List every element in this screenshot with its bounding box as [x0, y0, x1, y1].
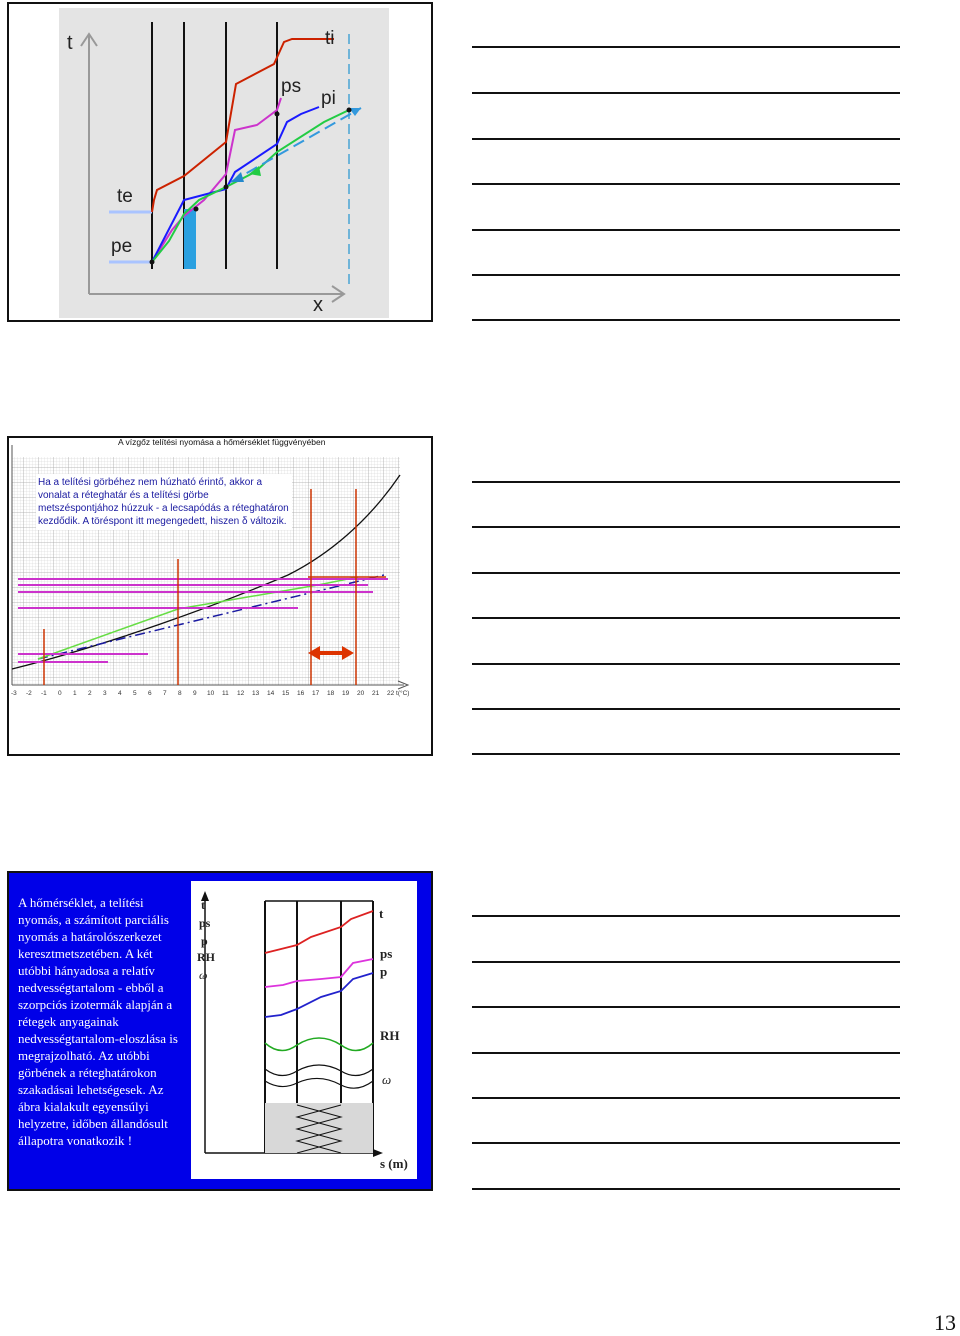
label-te: te: [117, 186, 133, 207]
note-line: [472, 274, 900, 276]
x-tick: -1: [41, 690, 47, 697]
left-label-t: t: [201, 898, 205, 912]
note-line: [472, 753, 900, 755]
label-pi: pi: [321, 88, 336, 109]
note-line: [472, 915, 900, 917]
note-line: [472, 138, 900, 140]
x-tick: 16: [297, 690, 305, 697]
note-line: [472, 572, 900, 574]
note-line: [472, 46, 900, 48]
note-line: [472, 1052, 900, 1054]
x-tick: 2: [88, 690, 92, 697]
label-pe: pe: [111, 236, 133, 257]
x-tick: 22 t(°C): [387, 690, 410, 697]
x-tick: 6: [148, 690, 152, 697]
note-line: [472, 663, 900, 665]
x-tick: 18: [327, 690, 335, 697]
x-tick: 4: [118, 690, 122, 697]
note-line: [472, 708, 900, 710]
x-tick: 12: [237, 690, 245, 697]
note-line: [472, 1097, 900, 1099]
right-label-p: p: [380, 964, 388, 979]
label-ti: ti: [325, 28, 335, 49]
x-tick: 13: [252, 690, 260, 697]
x-tick: 10: [207, 690, 215, 697]
page-number: 13: [934, 1310, 956, 1335]
x-tick: 14: [267, 690, 275, 697]
x-tick: 7: [163, 690, 167, 697]
x-tick: 8: [178, 690, 182, 697]
axis-x-label: x: [313, 294, 323, 316]
x-tick: 0: [58, 690, 62, 697]
slide-1: [7, 2, 433, 322]
left-label-p: p: [201, 934, 208, 948]
note-line: [472, 1006, 900, 1008]
x-tick: 1: [73, 690, 77, 697]
note-line: [472, 481, 900, 483]
note-line: [472, 617, 900, 619]
right-label-ps: ps: [380, 946, 393, 961]
x-tick: 5: [133, 690, 137, 697]
right-label-t: t: [379, 906, 384, 921]
axis-s-label: s (m): [380, 1156, 408, 1171]
note-line: [472, 319, 900, 321]
note-line: [472, 183, 900, 185]
right-label-rh: RH: [380, 1028, 400, 1043]
right-label-omega: ω: [382, 1072, 392, 1087]
x-tick: 21: [372, 690, 380, 697]
note-line: [472, 92, 900, 94]
x-tick: 3: [103, 690, 107, 697]
note-line: [472, 526, 900, 528]
x-tick: 15: [282, 690, 290, 697]
callout-box: Ha a telítési görbéhez nem húzható érintő, akkor a vonalat a réteghatár és a telítési görbe metszéspontjához húzzuk - a lecsapódás a réteghatáron kezdődik. A töréspont itt megengedett, hiszen δ változik.: [36, 474, 292, 530]
note-line: [472, 961, 900, 963]
left-label-omega: ω: [199, 968, 208, 982]
chart-title: A vízgőz telítési nyomása a hőmérséklet függvényében: [118, 437, 326, 447]
x-tick: 19: [342, 690, 350, 697]
note-line: [472, 229, 900, 231]
note-line: [472, 1188, 900, 1190]
note-line: [472, 1142, 900, 1144]
x-tick: 20: [357, 690, 365, 697]
x-tick: -2: [26, 690, 32, 697]
x-tick: 17: [312, 690, 320, 697]
axis-t-label: t: [67, 32, 73, 54]
slide-3-text: A hőmérséklet, a telítési nyomás, a számított parciális nyomás a határolószerkezet keresztmetszetében. A két utóbbi hányadosa a relatív nedvességtartalom - ebből a szorpciós izotermák alapján a rétegek anyagainak nedvességtartalom-eloszlása is megrajzolható. Az utóbbi görbének a réteghatárokon szakadásai lehetségesek. Az ábra kialakult egyensúlyi helyzetre, időben állandósult állapotra vonatkozik !: [18, 895, 178, 1148]
x-tick: -3: [11, 690, 17, 697]
left-label-rh: RH: [197, 950, 215, 964]
left-label-ps: ps: [199, 916, 211, 930]
x-tick: 11: [222, 690, 229, 697]
x-tick: 9: [193, 690, 197, 697]
label-ps: ps: [281, 76, 302, 97]
